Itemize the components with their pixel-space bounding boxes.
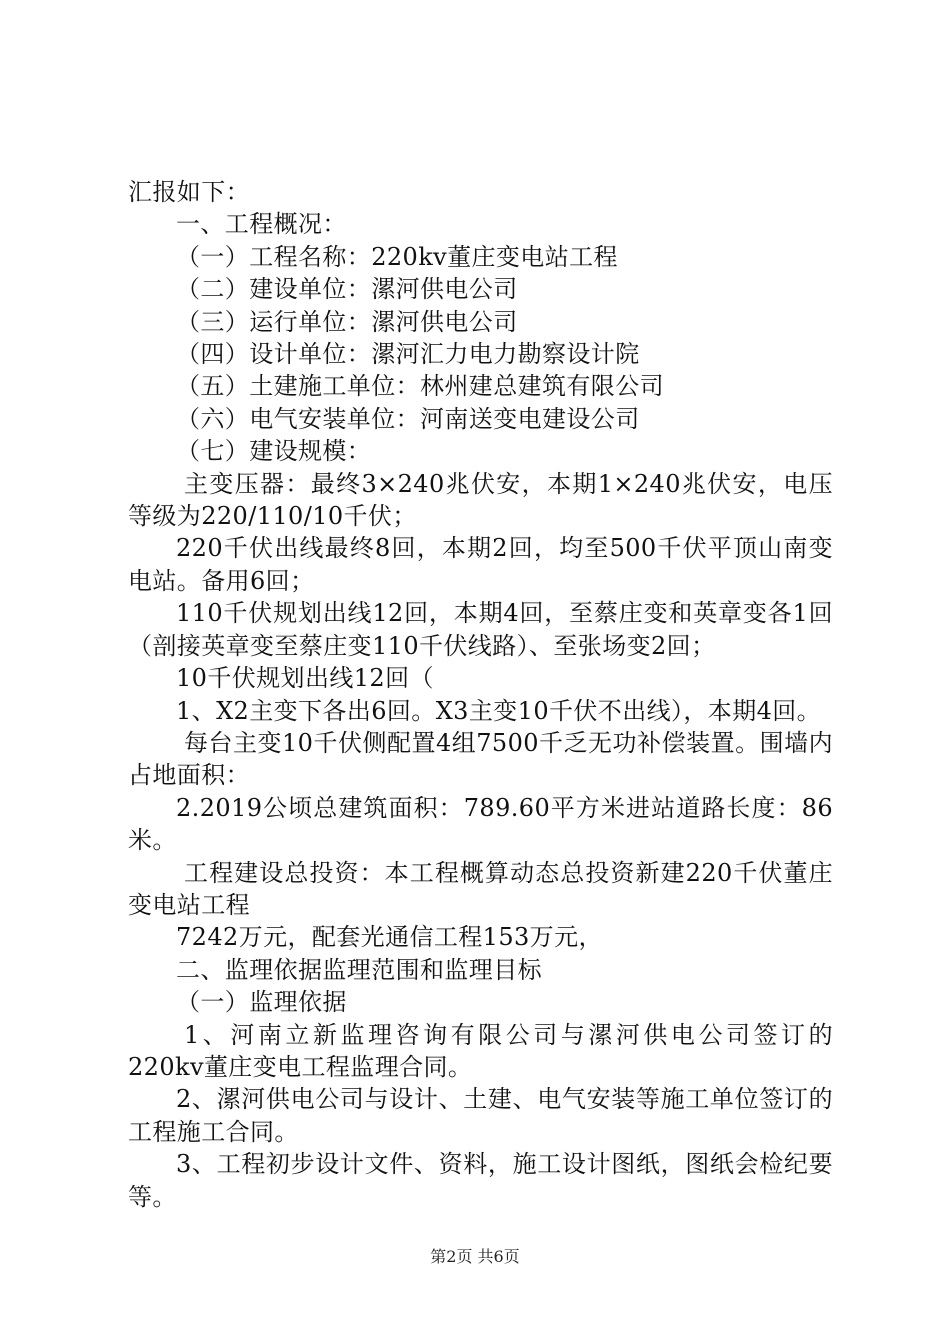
outgoing-10kv-paragraph: 10千伏规划出线12回（ (176, 664, 434, 693)
outgoing-220kv-paragraph: 220千伏出线最终8回，本期2回，均至500千伏平顶山南变电站。备用6回； (128, 534, 833, 595)
area-paragraph: 2.2019公顷总建筑面积：789.60平方米进站道路长度：86米。 (128, 793, 833, 855)
investment-amount-paragraph: 7242万元，配套光通信工程153万元， (176, 923, 603, 952)
total-investment-paragraph: 工程建设总投资：本工程概算动态总投资新建220千伏董庄变电站工程 (128, 858, 833, 919)
operation-unit-line: （三）运行单位：漯河供电公司 (176, 307, 518, 336)
supervision-basis-heading: （一）监理依据 (176, 988, 347, 1017)
basis-item-1: 1、河南立新监理咨询有限公司与漯河供电公司签订的220kv董庄变电工程监理合同。 (128, 1020, 833, 1081)
document-body (128, 176, 833, 1213)
outgoing-110kv-paragraph: 110千伏规划出线12回，本期4回，至蔡庄变和英章变各1回（剖接英章变至蔡庄变110千伏线路）、至张场变2回； (128, 599, 833, 660)
section-heading-supervision-basis: 二、监理依据监理范围和监理目标 (176, 955, 542, 984)
construction-unit-line: （二）建设单位：漯河供电公司 (176, 275, 518, 304)
construction-scale-heading: （七）建设规模： (176, 437, 372, 466)
main-transformer-paragraph: 主变压器：最终3×240兆伏安，本期1×240兆伏安，电压等级为220/110/10千伏； (128, 469, 833, 531)
section-heading-project-overview: 一、工程概况： (176, 210, 347, 239)
basis-item-2: 2、漯河供电公司与设计、土建、电气安装等施工单位签订的工程施工合同。 (128, 1085, 833, 1146)
report-intro-line: 汇报如下： (128, 178, 250, 206)
transformer-outgoing-paragraph: 1、X2主变下各出6回。X3主变10千伏不出线），本期4回。 (176, 696, 822, 725)
electrical-installation-unit-line: （六）电气安装单位：河南送变电建设公司 (176, 404, 640, 433)
reactive-compensation-paragraph: 每台主变10千伏侧配置4组7500千乏无功补偿装置。围墙内占地面积： (128, 728, 833, 790)
basis-item-3: 3、工程初步设计文件、资料，施工设计图纸，图纸会检纪要等。 (128, 1150, 833, 1211)
civil-construction-unit-line: （五）土建施工单位：林州建总建筑有限公司 (176, 372, 664, 401)
design-unit-line: （四）设计单位：漯河汇力电力勘察设计院 (176, 340, 640, 369)
project-name-line: （一）工程名称：220kv董庄变电站工程 (176, 242, 618, 271)
page-number-footer: 第2页 共6页 (430, 1247, 520, 1266)
